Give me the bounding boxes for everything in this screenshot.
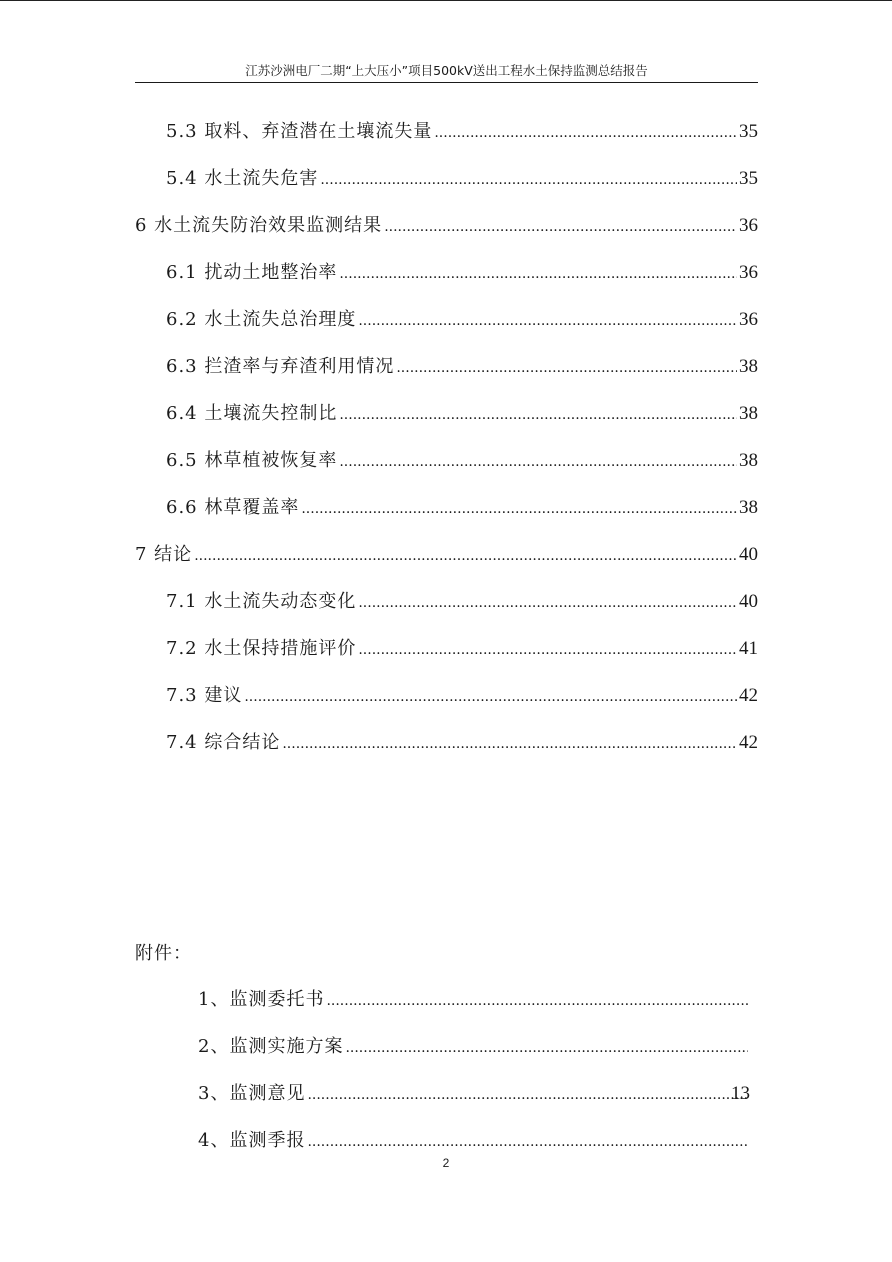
attachment-leader-dots bbox=[307, 1083, 748, 1107]
toc-entry[interactable] bbox=[166, 449, 758, 474]
toc-leader-dots bbox=[396, 356, 737, 380]
toc-entry-label: 6 水土流失防治效果监测结果 bbox=[135, 215, 383, 236]
toc-entry[interactable] bbox=[166, 731, 758, 756]
attachment-leader-dots bbox=[345, 1036, 748, 1060]
toc-entry-label: 7.1 水土流失动态变化 bbox=[166, 591, 357, 612]
toc-entry-page: 36 bbox=[739, 262, 758, 283]
toc-leader-dots bbox=[339, 403, 737, 427]
toc-entry[interactable] bbox=[166, 261, 758, 286]
toc-entry-label: 6.2 水土流失总治理度 bbox=[166, 309, 357, 330]
attachments-heading: 附件： bbox=[135, 943, 192, 964]
page-top-border bbox=[0, 0, 892, 1]
toc-leader-dots bbox=[282, 732, 737, 756]
toc-entry-page: 42 bbox=[739, 732, 758, 753]
toc-leader-dots bbox=[244, 685, 737, 709]
toc-entry[interactable] bbox=[166, 402, 758, 427]
toc-entry[interactable] bbox=[166, 167, 758, 192]
toc-entry[interactable] bbox=[166, 637, 758, 662]
toc-leader-dots bbox=[339, 262, 737, 286]
toc-entry-label: 5.3 取料、弃渣潜在土壤流失量 bbox=[166, 121, 433, 142]
toc-entry[interactable] bbox=[166, 355, 758, 380]
toc-entry[interactable] bbox=[166, 308, 758, 333]
attachment-leader-dots bbox=[326, 989, 748, 1013]
toc-entry-label: 7 结论 bbox=[135, 544, 193, 565]
toc-leader-dots bbox=[339, 450, 737, 474]
attachment-entry[interactable] bbox=[198, 988, 750, 1013]
toc-leader-dots bbox=[194, 544, 737, 568]
running-header: 江苏沙洲电厂二期“上大压小”项目500kV送出工程水土保持监测总结报告 bbox=[245, 63, 648, 78]
toc-entry[interactable] bbox=[135, 214, 758, 239]
toc-leader-dots bbox=[358, 309, 737, 333]
toc-leader-dots bbox=[358, 638, 737, 662]
toc-entry-page: 38 bbox=[739, 403, 758, 424]
toc-entry-page: 42 bbox=[739, 685, 758, 706]
attachment-label: 4、监测季报 bbox=[198, 1130, 306, 1151]
toc-entry-label: 6.4 土壤流失控制比 bbox=[166, 403, 338, 424]
attachment-label: 1、监测委托书 bbox=[198, 989, 325, 1010]
toc-entry-page: 41 bbox=[739, 638, 758, 659]
toc-entry-label: 7.2 水土保持措施评价 bbox=[166, 638, 357, 659]
page-number: 2 bbox=[442, 1156, 450, 1170]
toc-leader-dots bbox=[434, 121, 737, 145]
toc-entry-label: 7.3 建议 bbox=[166, 685, 243, 706]
attachment-entry[interactable] bbox=[198, 1035, 750, 1060]
toc-leader-dots bbox=[358, 591, 737, 615]
toc-leader-dots bbox=[301, 497, 737, 521]
toc-entry-page: 38 bbox=[739, 450, 758, 471]
toc-entry[interactable] bbox=[166, 120, 758, 145]
toc-entry[interactable] bbox=[166, 684, 758, 709]
toc-entry-page: 40 bbox=[739, 544, 758, 565]
attachment-label: 3、监测意见 bbox=[198, 1083, 306, 1104]
toc-entry-label: 6.3 拦渣率与弃渣利用情况 bbox=[166, 356, 395, 377]
toc-entry-label: 5.4 水土流失危害 bbox=[166, 168, 319, 189]
attachment-page: 13 bbox=[731, 1083, 750, 1104]
toc-entry-label: 6.6 林草覆盖率 bbox=[166, 497, 300, 518]
toc-entry[interactable] bbox=[166, 496, 758, 521]
toc-leader-dots bbox=[320, 168, 737, 192]
toc-entry-page: 38 bbox=[739, 497, 758, 518]
toc-entry-page: 36 bbox=[739, 309, 758, 330]
toc-leader-dots bbox=[384, 215, 737, 239]
toc-entry-label: 6.1 扰动土地整治率 bbox=[166, 262, 338, 283]
attachment-entry[interactable] bbox=[198, 1129, 750, 1154]
toc-entry-page: 38 bbox=[739, 356, 758, 377]
toc-entry[interactable] bbox=[135, 543, 758, 568]
toc-entry[interactable] bbox=[166, 590, 758, 615]
toc-entry-page: 36 bbox=[739, 215, 758, 236]
header-rule bbox=[135, 82, 758, 83]
attachment-entry[interactable] bbox=[198, 1082, 750, 1107]
toc-entry-label: 6.5 林草植被恢复率 bbox=[166, 450, 338, 471]
toc-entry-page: 35 bbox=[739, 121, 758, 142]
toc-entry-page: 40 bbox=[739, 591, 758, 612]
toc-entry-label: 7.4 综合结论 bbox=[166, 732, 281, 753]
toc-entry-page: 35 bbox=[739, 168, 758, 189]
attachment-leader-dots bbox=[307, 1130, 748, 1154]
attachment-label: 2、监测实施方案 bbox=[198, 1036, 344, 1057]
